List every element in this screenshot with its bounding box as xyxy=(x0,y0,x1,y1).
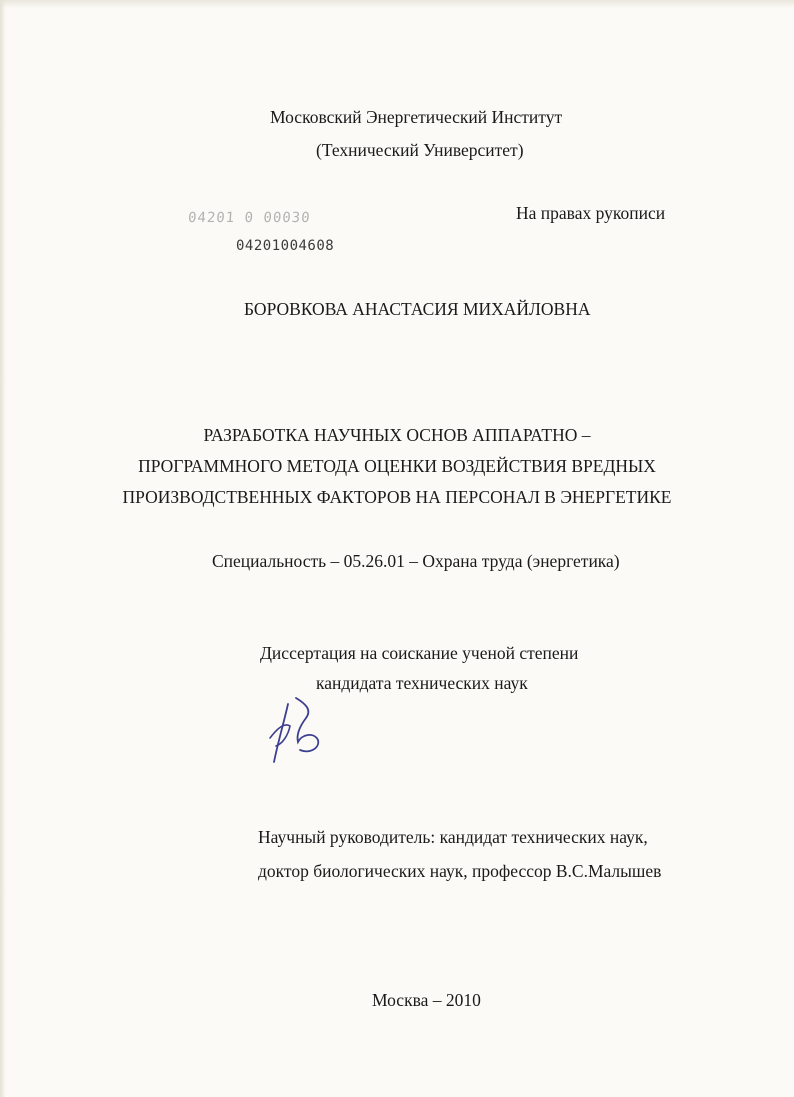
thesis-title-line-2: ПРОГРАММНОГО МЕТОДА ОЦЕНКИ ВОЗДЕЙСТВИЯ ВРЕДНЫХ xyxy=(138,456,656,476)
advisor-line-1: Научный руководитель: кандидат технических наук, xyxy=(258,827,648,847)
scan-edge-top xyxy=(0,0,794,8)
advisor-line-2: доктор биологических наук, профессор В.С.Малышев xyxy=(258,861,662,881)
place-year: Москва – 2010 xyxy=(372,990,481,1010)
library-stamp-code: 04201004608 xyxy=(236,238,335,254)
degree-line-1: Диссертация на соискание ученой степени xyxy=(260,643,579,663)
thesis-title-line-1: РАЗРАБОТКА НАУЧНЫХ ОСНОВ АППАРАТНО – xyxy=(203,425,591,445)
signature-icon xyxy=(266,696,326,768)
author-name: БОРОВКОВА АНАСТАСИЯ МИХАЙЛОВНА xyxy=(244,299,591,319)
degree-line-2: кандидата технических наук xyxy=(316,673,528,693)
scan-edge-left xyxy=(0,0,6,1097)
thesis-title-line-3: ПРОИЗВОДСТВЕННЫХ ФАКТОРОВ НА ПЕРСОНАЛ В ЭНЕРГЕТИКЕ xyxy=(122,487,672,507)
institution-name: Московский Энергетический Институт xyxy=(270,107,563,127)
manuscript-notice: На правах рукописи xyxy=(516,203,666,223)
institution-subtitle: (Технический Университет) xyxy=(316,140,524,160)
specialty: Специальность – 05.26.01 – Охрана труда (энергетика) xyxy=(212,551,620,571)
library-stamp-faded: 04201 0 00030 xyxy=(187,210,312,226)
